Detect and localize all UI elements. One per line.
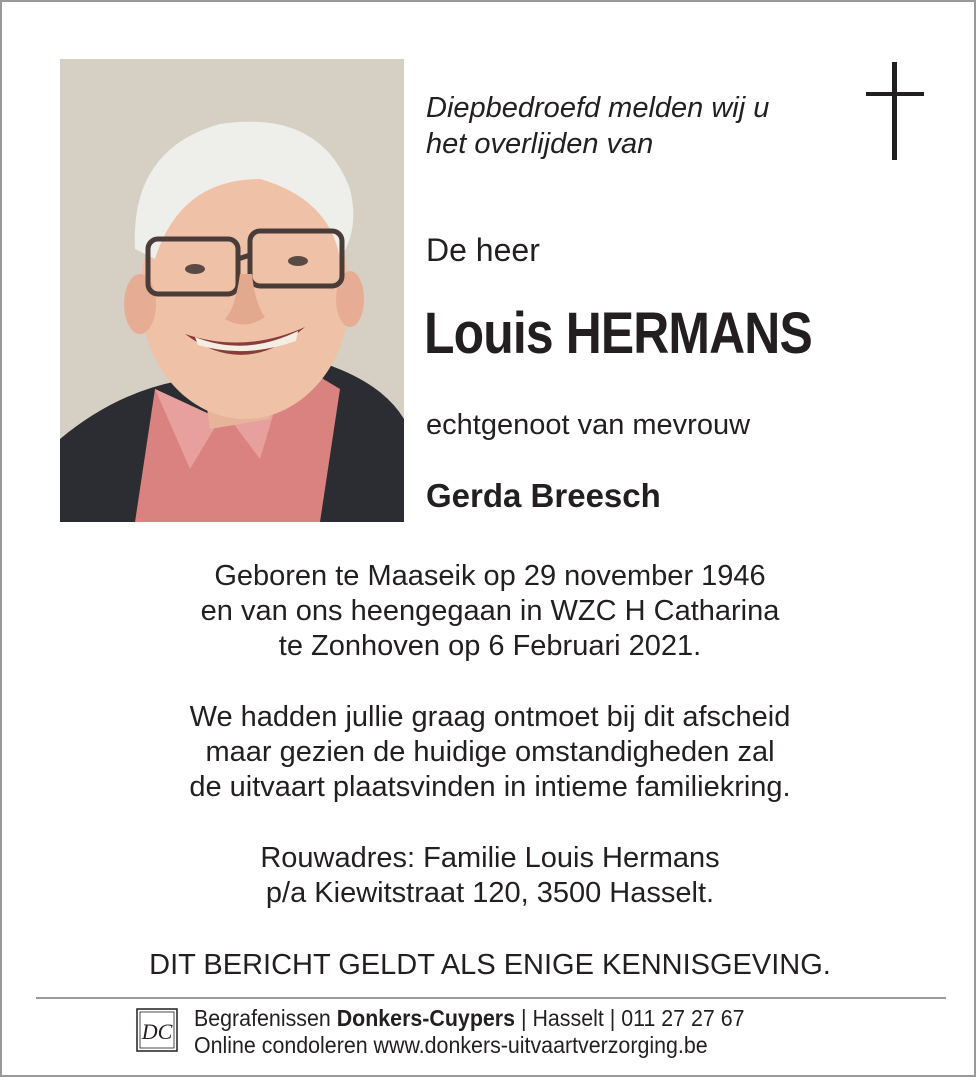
intro-text [426, 90, 769, 162]
address-line-2: p/a Kiewitstraat 120, 3500 Hasselt. [265, 877, 715, 909]
spouse-name: Gerda Breesch [426, 477, 661, 514]
birth-line-3: te Zonhoven op 6 Februari 2021. [278, 630, 702, 662]
birth-death-paragraph [2, 559, 978, 664]
logo-text: DC [141, 1019, 173, 1044]
relation-text: echtgenoot van mevrouw [426, 409, 751, 441]
portrait-photo [60, 59, 404, 522]
intro-line-1: Diepbedroefd melden wij u [426, 92, 770, 124]
footer-divider [36, 997, 946, 999]
footer-separator-1: | [520, 1005, 527, 1031]
address-paragraph [2, 841, 978, 911]
footer-line-1 [194, 1005, 745, 1032]
funeral-line-1: We hadden jullie graag ontmoet bij dit afscheid [189, 701, 791, 733]
footer-separator-2: | [609, 1005, 616, 1031]
footer-phone: 011 27 27 67 [621, 1005, 745, 1031]
footer-city: Hasselt [532, 1005, 604, 1031]
address-line-1: Rouwadres: Familie Louis Hermans [260, 842, 720, 874]
company-name: Donkers-Cuypers [336, 1005, 516, 1031]
funeral-home-logo [136, 1008, 178, 1052]
portrait-illustration [60, 59, 404, 522]
funeral-line-3: de uitvaart plaatsvinden in intieme familiekring. [189, 771, 791, 803]
intro-line-2: het overlijden van [426, 128, 654, 160]
footer-online-line[interactable]: Online condoleren www.donkers-uitvaartverzorging.be [194, 1032, 708, 1058]
funeral-paragraph [2, 700, 978, 805]
cross-icon [866, 62, 924, 160]
footer-prefix: Begrafenissen [194, 1005, 331, 1031]
salutation: De heer [426, 232, 540, 268]
notice-text: DIT BERICHT GELDT ALS ENIGE KENNISGEVING. [149, 949, 831, 981]
deceased-name: Louis HERMANS [424, 301, 812, 366]
funeral-line-2: maar gezien de huidige omstandigheden zal [205, 736, 775, 768]
birth-line-1: Geboren te Maaseik op 29 november 1946 [214, 560, 766, 592]
funeral-home-info [194, 1005, 745, 1059]
birth-line-2: en van ons heengegaan in WZC H Catharina [200, 595, 780, 627]
